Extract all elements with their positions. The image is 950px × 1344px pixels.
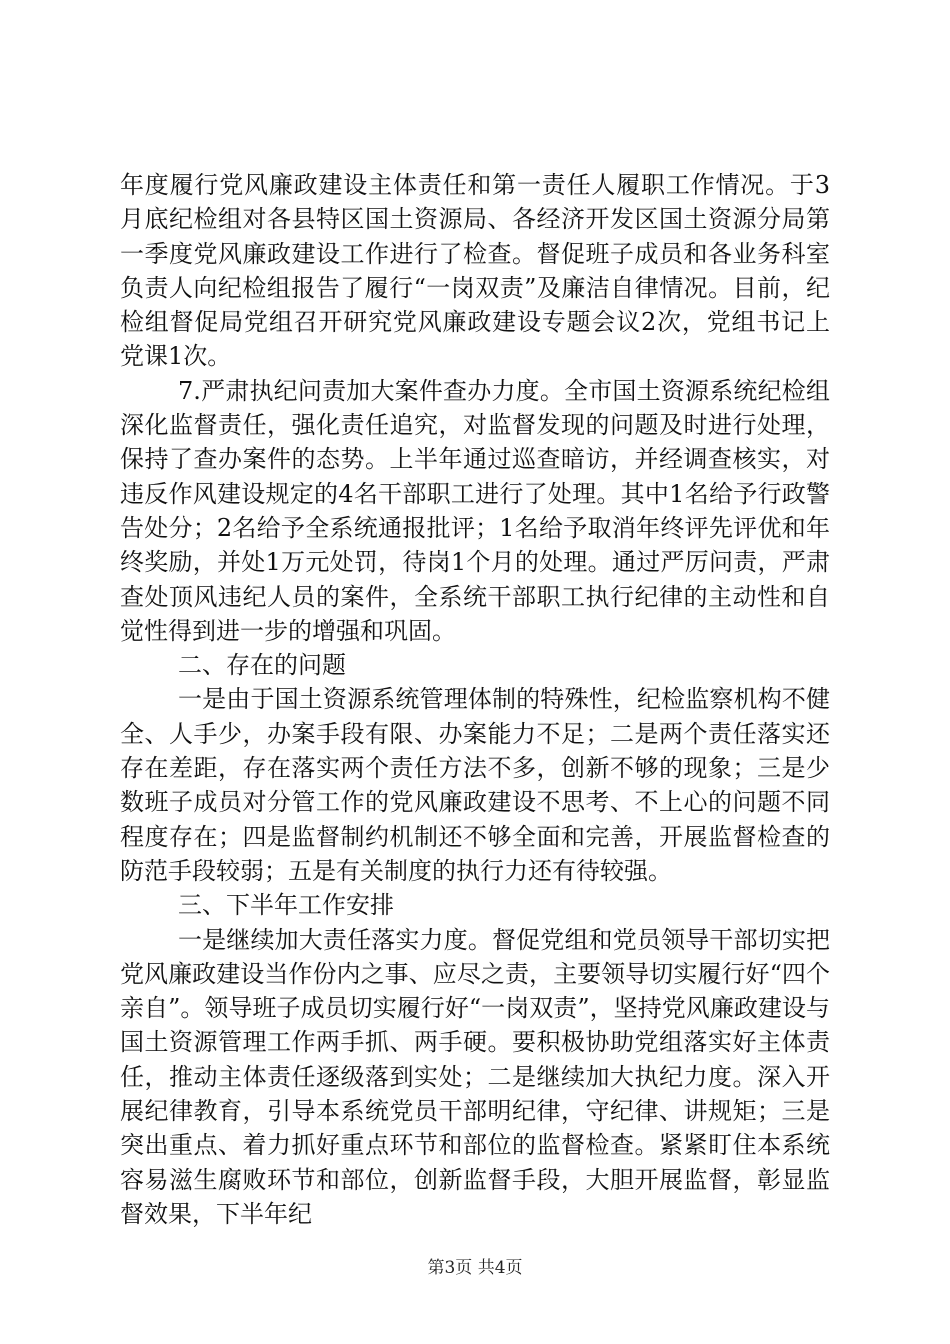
paragraph-item-7: 7.严肃执纪问责加大案件查办力度。全市国土资源系统纪检组深化监督责任，强化责任追究，对监督发现的问题及时进行处理，保持了查办案件的态势。上半年通过巡查暗访，并经调查核实，对违反作风建设规定的4名干部职工进行了处理。其中1名给予行政警告处分；2名给予全系统通报批评；1名给予取消年终评先评优和年终奖励，并处1万元处罚，待岗1个月的处理。通过严厉问责，严肃查处顶风违纪人员的案件，全系统干部职工执行纪律的主动性和自觉性得到进一步的增强和巩固。 <box>120 376 830 645</box>
section-heading-problems: 二、存在的问题 <box>178 651 346 680</box>
paragraph-continuation: 年度履行党风廉政建设主体责任和第一责任人履职工作情况。于3月底纪检组对各县特区国土资源局、各经济开发区国土资源分局第一季度党风廉政建设工作进行了检查。督促班子成员和各业务科室负责人向纪检组报告了履行“一岗双责”及廉洁自律情况。目前，纪检组督促局党组召开研究党风廉政建设专题会议2次，党组书记上党课1次。 <box>120 171 830 371</box>
section-heading-plan: 三、下半年工作安排 <box>178 891 394 920</box>
page-footer: 第3页 共4页 <box>427 1258 523 1278</box>
paragraph-problems: 一是由于国土资源系统管理体制的特殊性，纪检监察机构不健全、人手少，办案手段有限、办案能力不足；二是两个责任落实还存在差距，存在落实两个责任方法不多，创新不够的现象；三是少数班子成员对分管工作的党风廉政建设不思考、不上心的问题不同程度存在；四是监督制约机制还不够全面和完善，开展监督检查的防范手段较弱；五是有关制度的执行力还有待较强。 <box>120 685 830 885</box>
document-body <box>120 168 830 1231</box>
paragraph-plan: 一是继续加大责任落实力度。督促党组和党员领导干部切实把党风廉政建设当作份内之事、应尽之责，主要领导切实履行好“四个亲自”。领导班子成员切实履行好“一岗双责”，坚持党风廉政建设与国土资源管理工作两手抓、两手硬。要积极协助党组落实好主体责任，推动主体责任逐级落到实处；二是继续加大执纪力度。深入开展纪律教育，引导本系统党员干部明纪律，守纪律、讲规矩；三是突出重点、着力抓好重点环节和部位的监督检查。紧紧盯住本系统容易滋生腐败环节和部位，创新监督手段，大胆开展监督，彰显监督效果，下半年纪 <box>120 925 830 1228</box>
